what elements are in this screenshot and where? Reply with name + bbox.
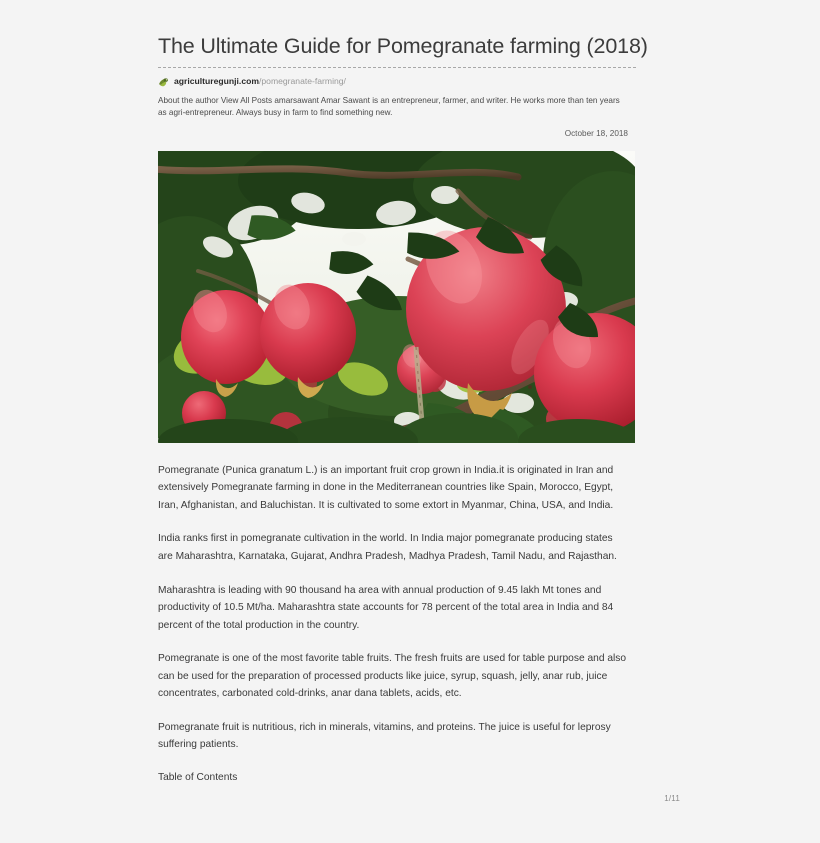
source-domain: agriculturegunji.com [174, 75, 259, 86]
source-path: /pomegranate-farming/ [259, 75, 346, 86]
publish-date: October 18, 2018 [564, 128, 628, 138]
paragraph-5: Pomegranate fruit is nutritious, rich in minerals, vitamins, and proteins. The juice is useful for leprosy suffering patients. [158, 721, 611, 751]
article-content [158, 33, 648, 786]
site-favicon-icon [158, 75, 169, 86]
paragraph-4: Pomegranate is one of the most favorite table fruits. The fresh fruits are used for table purpose and also can be used for the preparation of processed products like juice, syrup, squash, jelly, anar rub, juice concentrates, carbonated cold-drinks, anar dana tablets, acids, etc. [158, 653, 627, 700]
paragraph-1: Pomegranate (Punica granatum L.) is an important fruit crop grown in India.it is originated in Iran and extensively Pomegranate farming in done in the Mediterranean countries like Spain, Morocco, Egypt, Iran, Afghanistan, and Baluchistan. It is cultivated to some extort in Myanmar, China, USA, and India. [158, 464, 614, 511]
paragraph-3: Maharashtra is leading with 90 thousand ha area with annual production of 9.45 lakh Mt tones and productivity of 10.5 Mt/ha. Maharashtra state accounts for 78 percent of the total area in India and 84 percent of the total production in the country. [158, 584, 614, 631]
author-bio: About the author View All Posts amarsawant Amar Sawant is an entrepreneur, farmer, and writer. He works more than ten years as agri-entrepreneur. Always busy in farm to find something new. [158, 95, 620, 118]
source-url-row[interactable] [158, 74, 636, 88]
header-divider [158, 67, 636, 68]
table-of-contents-heading: Table of Contents [158, 771, 238, 783]
paragraph-2: India ranks first in pomegranate cultivation in the world. In India major pomegranate producing states are Maharashtra, Karnataka, Gujarat, Andhra Pradesh, Madhya Pradesh, Tamil Nadu, and Rajasthan. [158, 533, 617, 562]
source-url-text [174, 77, 346, 86]
article-body [158, 462, 636, 786]
hero-image [158, 151, 635, 443]
page-number: 1/11 [664, 794, 680, 803]
page-title: The Ultimate Guide for Pomegranate farming (2018) [158, 34, 648, 58]
